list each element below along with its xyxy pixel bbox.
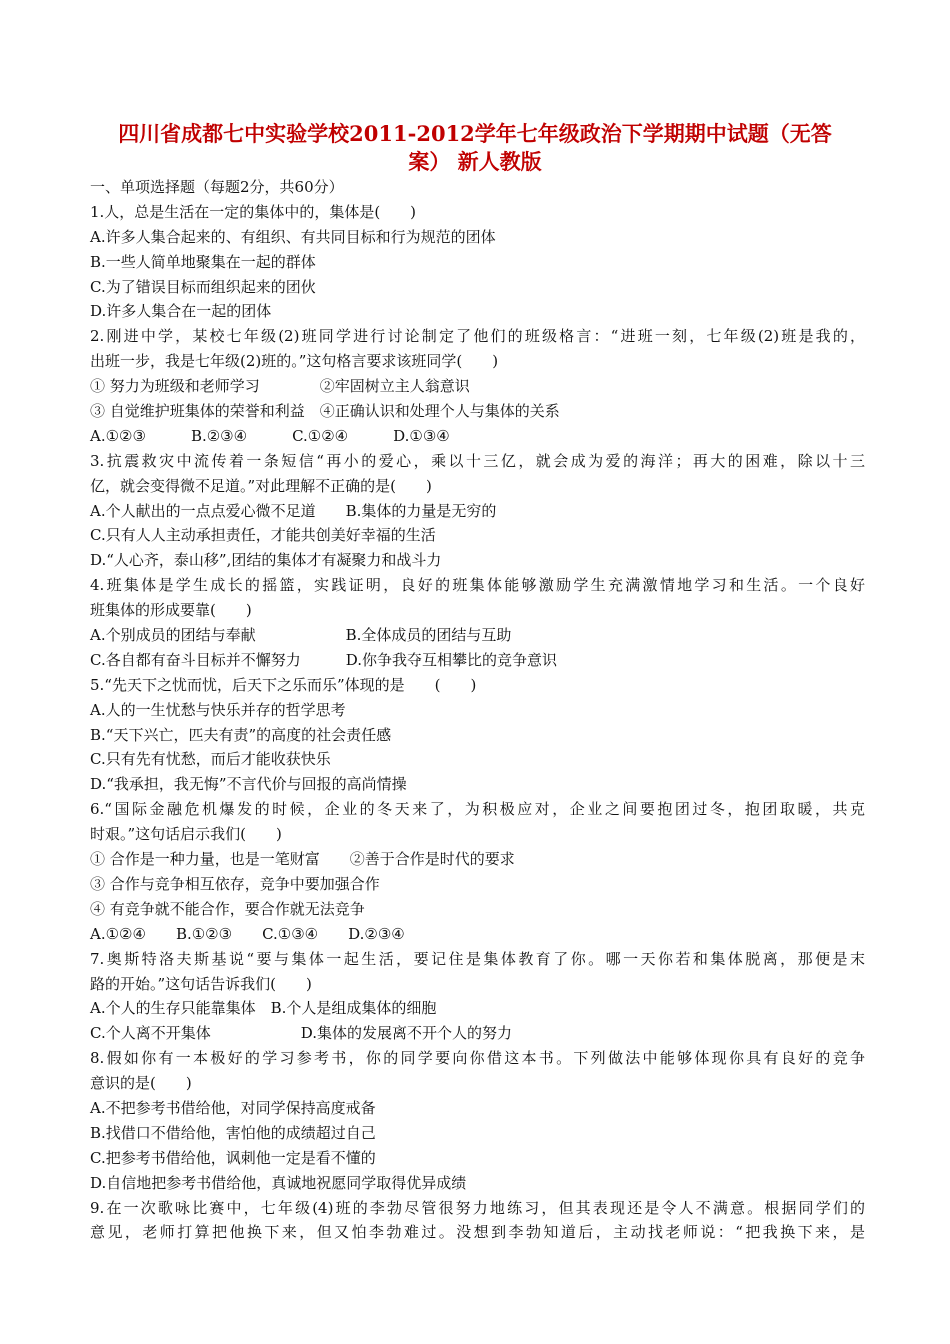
q2-options: A.①②③ B.②③④ C.①②④ D.①③④: [90, 426, 450, 445]
title-line-1: 四川省成都七中实验学校2011-2012学年七年级政治下学期期中试题（无答: [118, 121, 832, 146]
q5-option-d: D.“我承担，我无悔”不言代价与回报的高尚情操: [90, 775, 407, 794]
q1-option-b: B.一些人简单地聚集在一起的群体: [90, 252, 316, 271]
question-3-line-2: 亿，就会变得微不足道。”对此理解不正确的是( ): [90, 476, 432, 495]
question-2-line-1: 2.刚进中学，某校七年级(2)班同学进行讨论制定了他们的班级格言：“进班一刻，七年级(2)班是我的，: [90, 327, 865, 346]
question-6-line-1: 6.“国际金融危机爆发的时候，企业的冬天来了，为积极应对，企业之间要抱团过冬，抱团取暖，共克: [90, 800, 865, 819]
q8-option-b: B.找借口不借给他，害怕他的成绩超过自己: [90, 1123, 376, 1142]
question-4-line-1: 4.班集体是学生成长的摇篮，实践证明，良好的班集体能够激励学生充满激情地学习和生活。一个良好: [90, 576, 865, 595]
q1-option-c: C.为了错误目标而组织起来的团伙: [90, 277, 316, 296]
q7-options-cd: C.个人离不开集体 D.集体的发展离不开个人的努力: [90, 1024, 512, 1043]
q8-option-d: D.自信地把参考书借给他，真诚地祝愿同学取得优异成绩: [90, 1173, 467, 1192]
q3-option-d: D.“人心齐，泰山移”,团结的集体才有凝聚力和战斗力: [90, 551, 442, 570]
question-7-line-2: 路的开始。”这句话告诉我们( ): [90, 974, 312, 993]
q6-statements-3: ④ 有竞争就不能合作，要合作就无法竞争: [90, 899, 365, 918]
document-title: [90, 120, 860, 176]
q5-option-b: B.“天下兴亡，匹夫有责”的高度的社会责任感: [90, 725, 392, 744]
question-9-line-1: 9.在一次歌咏比赛中，七年级(4)班的李勃尽管很努力地练习，但其表现还是令人不满意。根据同学们的: [90, 1198, 865, 1217]
q6-statements-2: ③ 合作与竞争相互依存，竞争中要加强合作: [90, 874, 380, 893]
title-line-2: 案） 新人教版: [408, 149, 542, 174]
question-1: 1.人，总是生活在一定的集体中的，集体是( ): [90, 202, 417, 221]
question-2-line-2: 出班一步，我是七年级(2)班的。”这句格言要求该班同学( ): [90, 352, 499, 371]
q5-option-c: C.只有先有忧愁，而后才能收获快乐: [90, 750, 331, 769]
q6-statements-1: ① 合作是一种力量，也是一笔财富 ②善于合作是时代的要求: [90, 850, 515, 869]
question-3-line-1: 3.抗震救灾中流传着一条短信“再小的爱心，乘以十三亿，就会成为爱的海洋；再大的困难，除以十三: [90, 451, 865, 470]
q3-option-c: C.只有人人主动承担责任，才能共创美好幸福的生活: [90, 526, 436, 545]
question-8-line-2: 意识的是( ): [90, 1074, 192, 1093]
question-6-line-2: 时艰。”这句话启示我们( ): [90, 825, 282, 844]
question-8-line-1: 8.假如你有一本极好的学习参考书，你的同学要向你借这本书。下列做法中能够体现你具有良好的竞争: [90, 1049, 865, 1068]
question-4-line-2: 班集体的形成要靠( ): [90, 601, 252, 620]
q8-option-c: C.把参考书借给他，讽刺他一定是看不懂的: [90, 1148, 376, 1167]
question-9-line-2: 意见，老师打算把他换下来，但又怕李勃难过。没想到李勃知道后，主动找老师说：“把我换下来，是: [90, 1223, 865, 1242]
q6-options: A.①②④ B.①②③ C.①③④ D.②③④: [90, 924, 405, 943]
q7-options-ab: A.个人的生存只能靠集体 B.个人是组成集体的细胞: [90, 999, 437, 1018]
q3-options-ab: A.个人献出的一点点爱心微不足道 B.集体的力量是无穷的: [90, 501, 497, 520]
q8-option-a: A.不把参考书借给他，对同学保持高度戒备: [90, 1098, 376, 1117]
q1-option-a: A.许多人集合起来的、有组织、有共同目标和行为规范的团体: [90, 227, 496, 246]
document-body: [90, 175, 865, 1245]
section-heading: 一、单项选择题（每题2分，共60分）: [90, 178, 344, 196]
q2-statements-1: ① 努力为班级和老师学习 ②牢固树立主人翁意识: [90, 377, 470, 396]
question-7-line-1: 7.奥斯特洛夫斯基说“要与集体一起生活，要记住是集体教育了你。哪一天你若和集体脱离，那便是末: [90, 949, 865, 968]
q1-option-d: D.许多人集合在一起的团体: [90, 302, 272, 321]
q2-statements-2: ③ 自觉维护班集体的荣誉和利益 ④正确认识和处理个人与集体的关系: [90, 402, 560, 421]
q4-options-cd: C.各自都有奋斗目标并不懈努力 D.你争我夺互相攀比的竞争意识: [90, 650, 557, 669]
q5-option-a: A.人的一生忧愁与快乐并存的哲学思考: [90, 700, 346, 719]
q4-options-ab: A.个别成员的团结与奉献 B.全体成员的团结与互助: [90, 626, 512, 645]
question-5: 5.“先天下之忧而忧，后天下之乐而乐”体现的是 ( ): [90, 675, 477, 694]
